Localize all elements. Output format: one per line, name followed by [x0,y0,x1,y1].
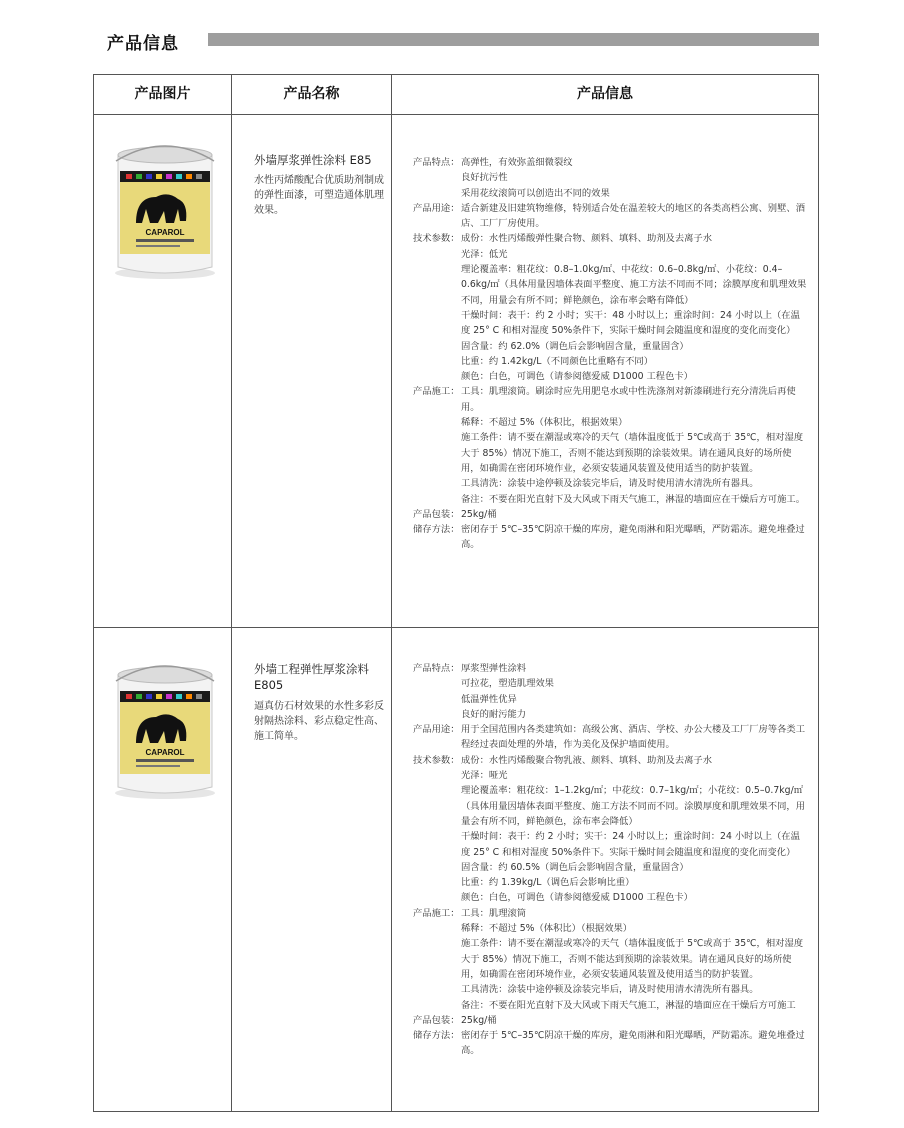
info-label: 产品包装： [413,1014,460,1026]
info-row [413,768,809,783]
info-row [413,415,809,430]
info-text: 低温弹性优异 [461,693,517,705]
info-label [413,890,461,905]
info-label [413,936,461,982]
info-row [413,921,809,936]
info-text: 良好抗污性 [461,172,508,184]
info-label [413,875,461,890]
info-text: 密闭存于 5℃–35℃阴凉干燥的库房，避免雨淋和阳光曝晒，严防霜冻。避免堆叠过高。 [461,524,805,551]
info-row [413,369,809,384]
info-row [413,476,809,491]
paint-bucket-image [106,661,224,801]
info-text: 备注：不要在阳光直射下及大风或下雨天气施工，淋湿的墙面应在干燥后方可施工 [461,999,796,1011]
info-label: 产品用途： [413,202,460,214]
paint-bucket-image [106,141,224,281]
info-label [413,707,461,722]
info-label [413,860,461,875]
info-row [413,354,809,369]
title-divider-bar [208,33,819,46]
info-row [413,661,809,676]
info-text: 可拉花，塑造肌理效果 [461,678,554,690]
info-text: 高弹性，有效弥盖细微裂纹 [461,157,573,168]
info-text: 成份：水性丙烯酸弹性聚合物、颜料、填料、助剂及去离子水 [461,233,713,245]
info-text: 理论覆盖率：粗花纹：0.8–1.0kg/㎡、中花纹：0.6–0.8kg/㎡、小花纹：0.4–0.6kg/㎡（具体用量因墙体表面平整度、施工方法不同而不同；涂膜厚度和肌理效果不同，用量会有所不同；鲜艳颜色，涂布率会略有降低） [461,264,807,306]
info-row [413,1028,809,1059]
info-text: 稀释：不超过 5%（体积比）（根据效果） [461,923,633,935]
info-row [413,692,809,707]
info-row [413,875,809,890]
info-text: 厚浆型弹性涂料 [461,663,527,674]
info-label [413,354,461,369]
info-row [413,308,809,339]
product-description: 逼真仿石材效果的水性多彩反射隔热涂料、彩点稳定性高、施工简单。 [254,701,384,742]
info-row [413,783,809,829]
info-label [413,829,461,860]
info-text: 适合新建及旧建筑物维修，特别适合处在温差较大的地区的各类高档公寓、别墅、酒店、工厂厂房使用。 [461,202,805,230]
info-label [413,476,461,491]
info-label [413,415,461,430]
info-text: 成份：水性丙烯酸聚合物乳液、颜料、填料、助剂及去离子水 [461,754,713,766]
info-label [413,186,461,201]
info-row [413,753,809,768]
header-divider [94,114,818,115]
info-row [413,1013,809,1028]
info-text: 良好的耐污能力 [461,708,527,720]
info-text: 固含量：约 60.5%（调色后会影响固含量，重量固含） [461,861,689,873]
header-product-info: 产品信息 [577,86,633,102]
info-row [413,829,809,860]
info-row [413,998,809,1013]
info-row [413,906,809,921]
info-text: 干燥时间：表干：约 2 小时；实干：24 小时以上；重涂时间：24 小时以上（在温度 25° C 和相对湿度 50%条件下。实际干燥时间会随温度和湿度的变化而变化） [461,831,800,858]
info-label: 产品施工： [413,386,460,398]
info-row [413,430,809,476]
product-name: 外墙工程弹性厚浆涂料 E805 [254,662,369,692]
info-row [413,492,809,507]
info-label [413,998,461,1013]
info-label [413,262,461,308]
info-text: 施工条件：请不要在潮湿或寒冷的天气（墙体温度低于 5℃或高于 35℃，相对湿度大于 85%）情况下施工，否则不能达到预期的涂装效果。请在通风良好的场所使用，如确需在密闭环境作业，必须安装通风装置及使用适当的防护装置。 [461,432,804,474]
svg-text:CAPAROL: CAPAROL [145,748,185,757]
info-text: 颜色：白色，可调色（请参阅德爱威 D1000 工程色卡） [461,371,693,383]
info-row [413,155,809,170]
info-text: 工具清洗：涂装中途停顿及涂装完毕后，请及时使用清水清洗所有器具。 [461,478,759,490]
info-row [413,201,809,232]
info-row [413,936,809,982]
info-label [413,768,461,783]
info-row [413,522,809,553]
info-label [413,369,461,384]
info-label [413,247,461,262]
info-label [413,492,461,507]
info-label: 产品包装： [413,508,460,520]
column-divider [391,75,392,1111]
info-row [413,384,809,415]
info-row [413,339,809,354]
info-label [413,170,461,185]
info-label: 产品特点： [413,663,460,674]
info-text: 工具清洗：涂装中途停顿及涂装完毕后，请及时使用清水清洗所有器具。 [461,984,759,996]
header-product-name: 产品名称 [283,86,340,102]
info-text: 密闭存于 5℃–35℃阴凉干燥的库房，避免雨淋和阳光曝晒，严防霜冻。避免堆叠过高。 [461,1030,805,1057]
product-name: 外墙厚浆弹性涂料 E85 [254,153,372,167]
info-row [413,247,809,262]
product-description: 水性丙烯酸配合优质助剂制成的弹性面漆，可塑造通体肌理效果。 [254,175,384,216]
info-text: 光泽：哑光 [461,770,508,782]
info-row [413,262,809,308]
info-label: 产品施工： [413,907,460,919]
header-product-image: 产品图片 [134,86,191,102]
info-label [413,982,461,997]
column-divider [231,75,232,1111]
product-info-block [413,155,809,553]
info-label: 技术参数： [413,233,460,245]
info-label: 储存方法： [413,524,460,536]
svg-text:CAPAROL: CAPAROL [145,228,185,237]
info-text: 用于全国范围内各类建筑如：高级公寓、酒店、学校、办公大楼及工厂厂房等各类工程经过表面处理的外墙，作为美化及保护墙面使用。 [461,724,805,751]
info-label [413,308,461,339]
info-text: 颜色：白色，可调色（请参阅德爱威 D1000 工程色卡） [461,892,693,904]
info-text: 工具：肌理滚筒。刷涂时应先用肥皂水或中性洗涤剂对新漆刷进行充分清洗后再使用。 [461,386,796,413]
info-row [413,170,809,185]
row-divider [94,627,818,628]
info-label: 产品用途： [413,724,460,736]
info-row [413,231,809,246]
info-text: 固含量：约 62.0%（调色后会影响固含量，重量固含） [461,340,689,352]
info-text: 稀释：不超过 5%（体积比，根据效果） [461,417,628,429]
info-row [413,507,809,522]
info-text: 理论覆盖率：粗花纹：1–1.2kg/㎡；中花纹：0.7–1kg/㎡；小花纹：0.5–0.7kg/㎡（具体用量因墙体表面平整度、施工方法不同而不同。涂膜厚度和肌理效果不同，用量会有所不同，鲜艳颜色，涂布率会降低） [461,785,805,827]
info-label [413,430,461,476]
info-label [413,339,461,354]
info-label [413,921,461,936]
info-label: 产品特点： [413,157,460,168]
info-text: 采用花纹滚筒可以创造出不同的效果 [461,187,610,199]
info-text: 施工条件：请不要在潮湿或寒冷的天气（墙体温度低于 5℃或高于 35℃，相对湿度大于 85%）情况下施工，否则不能达到预期的涂装效果。请在通风良好的场所使用，如确需在密闭环境作业，必须安装通风装置及使用适当的防护装置。 [461,938,804,980]
info-label: 储存方法： [413,1030,460,1042]
info-text: 光泽：低光 [461,248,508,260]
info-label: 技术参数： [413,754,460,766]
info-row [413,676,809,691]
info-text: 比重：约 1.39kg/L（调色后会影响比重） [461,877,635,889]
info-label [413,676,461,691]
info-label [413,783,461,829]
info-label [413,692,461,707]
info-row [413,890,809,905]
info-text: 工具：肌理滚筒 [461,907,527,919]
info-text: 比重：约 1.42kg/L（不同颜色比重略有不同） [461,355,654,367]
info-row [413,707,809,722]
info-text: 备注：不要在阳光直射下及大风或下雨天气施工，淋湿的墙面应在干燥后方可施工。 [461,493,805,505]
info-row [413,186,809,201]
page-title: 产品信息 [107,34,179,54]
info-row [413,860,809,875]
info-text: 干燥时间：表干：约 2 小时；实干：48 小时以上；重涂时间：24 小时以上（在温度 25° C 和相对湿度 50%条件下，实际干燥时间会随温度和湿度的变化而变化） [461,309,800,337]
info-row [413,722,809,753]
info-text: 25kg/桶 [461,508,497,520]
info-row [413,982,809,997]
info-text: 25kg/桶 [461,1014,497,1026]
product-table [93,74,819,1112]
product-info-block [413,661,809,1059]
